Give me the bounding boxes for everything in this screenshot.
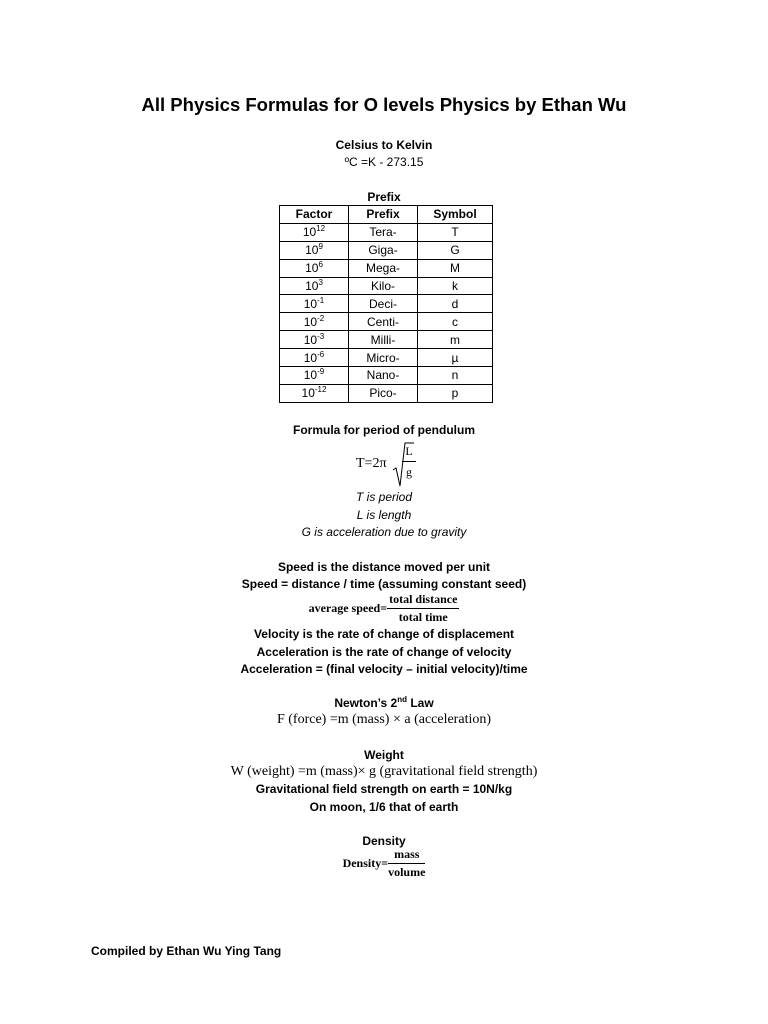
table-row	[280, 259, 493, 277]
prefix-cell: Deci-	[349, 295, 418, 313]
column-header-factor: Factor	[280, 206, 349, 224]
table-row	[280, 384, 493, 402]
newton-heading	[0, 696, 768, 710]
factor-exponent: -6	[317, 349, 325, 359]
celsius-heading: Celsius to Kelvin	[335, 138, 433, 152]
newton-formula: F (force) =m (mass) × a (acceleration)	[276, 712, 492, 727]
prefix-heading: Prefix	[367, 190, 401, 204]
prefix-table	[279, 205, 493, 403]
symbol-cell: p	[418, 384, 493, 402]
prefix-cell: Tera-	[349, 223, 418, 241]
celsius-formula: ºC =K - 273.15	[344, 155, 424, 169]
symbol-cell: µ	[418, 349, 493, 367]
factor-cell	[280, 384, 349, 402]
pendulum-heading: Formula for period of pendulum	[293, 423, 475, 437]
footer-credit: Compiled by Ethan Wu Ying Tang	[91, 944, 282, 958]
factor-cell	[280, 331, 349, 349]
prefix-cell: Micro-	[349, 349, 418, 367]
table-row	[280, 367, 493, 385]
symbol-cell: m	[418, 331, 493, 349]
prefix-cell: Mega-	[349, 259, 418, 277]
prefix-cell: Kilo-	[349, 277, 418, 295]
factor-base: 10	[305, 243, 319, 258]
factor-base: 10	[305, 279, 319, 293]
factor-exponent: -3	[317, 331, 325, 341]
factor-base: 10	[301, 386, 315, 401]
average-speed-denominator: total time	[398, 610, 448, 624]
density-lhs: Density=	[342, 856, 389, 870]
pendulum-note-length: L is length	[356, 508, 412, 522]
factor-cell	[280, 295, 349, 313]
factor-cell	[280, 313, 349, 331]
factor-base: 10	[302, 225, 317, 240]
pendulum-numerator: L	[405, 444, 413, 458]
average-speed-numerator: total distance	[387, 592, 459, 609]
prefix-cell: Pico-	[349, 384, 418, 402]
symbol-cell: M	[418, 259, 493, 277]
table-row	[280, 223, 493, 241]
factor-exponent: 3	[318, 278, 323, 287]
gravitational-field-moon: On moon, 1/6 that of earth	[309, 800, 459, 814]
average-speed-formula	[0, 592, 768, 625]
table-row	[280, 241, 493, 259]
factor-exponent: -12	[314, 385, 327, 395]
factor-base: 10	[303, 332, 318, 347]
factor-exponent: 9	[318, 242, 323, 252]
weight-formula: W (weight) =m (mass)× g (gravitational field strength)	[230, 764, 538, 779]
velocity-definition: Velocity is the rate of change of displacement	[253, 627, 515, 641]
density-formula	[0, 847, 768, 880]
table-row	[280, 313, 493, 331]
pendulum-note-period: T is period	[355, 490, 413, 504]
weight-heading: Weight	[364, 748, 404, 762]
table-row	[280, 331, 493, 349]
symbol-cell: d	[418, 295, 493, 313]
factor-cell	[280, 367, 349, 385]
average-speed-lhs: average speed=	[308, 601, 388, 615]
page-title: All Physics Formulas for O levels Physics by Ethan Wu	[141, 94, 627, 115]
fraction-bar	[402, 461, 416, 462]
symbol-cell: c	[418, 313, 493, 331]
speed-formula: Speed = distance / time (assuming constant seed)	[241, 577, 527, 591]
gravitational-field-earth: Gravitational field strength on earth = 10N/kg	[255, 782, 513, 796]
pendulum-note-gravity: G is acceleration due to gravity	[301, 525, 467, 539]
factor-exponent: 12	[316, 224, 326, 234]
table-row	[280, 295, 493, 313]
table-row	[280, 277, 493, 295]
prefix-table-header-row	[280, 206, 493, 224]
symbol-cell: n	[418, 367, 493, 385]
factor-cell	[280, 349, 349, 367]
factor-exponent: -9	[317, 367, 325, 377]
factor-exponent: -1	[317, 295, 325, 305]
factor-exponent: -2	[317, 313, 325, 323]
pendulum-formula-lhs: T=2π	[356, 456, 387, 471]
pendulum-formula	[356, 440, 476, 490]
symbol-cell: T	[418, 223, 493, 241]
factor-base: 10	[303, 368, 318, 383]
prefix-cell: Nano-	[349, 367, 418, 385]
acceleration-definition: Acceleration is the rate of change of velocity	[256, 645, 512, 659]
pendulum-denominator: g	[406, 465, 412, 479]
factor-base: 10	[305, 261, 319, 276]
factor-base: 10	[303, 350, 318, 365]
factor-base: 10	[303, 314, 318, 329]
column-header-symbol: Symbol	[418, 206, 493, 224]
table-row	[280, 349, 493, 367]
prefix-cell: Milli-	[349, 331, 418, 349]
newton-heading-suffix: Law	[407, 696, 434, 710]
factor-cell	[280, 241, 349, 259]
newton-heading-superscript: nd	[397, 695, 407, 704]
factor-cell	[280, 259, 349, 277]
density-numerator: mass	[388, 847, 425, 864]
column-header-prefix: Prefix	[349, 206, 418, 224]
symbol-cell: k	[418, 277, 493, 295]
acceleration-formula: Acceleration = (final velocity – initial velocity)/time	[240, 662, 528, 676]
factor-cell	[280, 223, 349, 241]
average-speed-fraction	[387, 592, 459, 625]
speed-definition: Speed is the distance moved per unit	[277, 560, 491, 574]
density-denominator: volume	[388, 865, 426, 879]
prefix-cell: Giga-	[349, 241, 418, 259]
factor-base: 10	[303, 296, 318, 311]
prefix-cell: Centi-	[349, 313, 418, 331]
symbol-cell: G	[418, 241, 493, 259]
density-heading: Density	[362, 834, 406, 848]
factor-cell	[280, 277, 349, 295]
newton-heading-text: Newton’s 2	[334, 696, 398, 710]
factor-exponent: 6	[318, 260, 323, 270]
density-fraction	[388, 847, 425, 880]
